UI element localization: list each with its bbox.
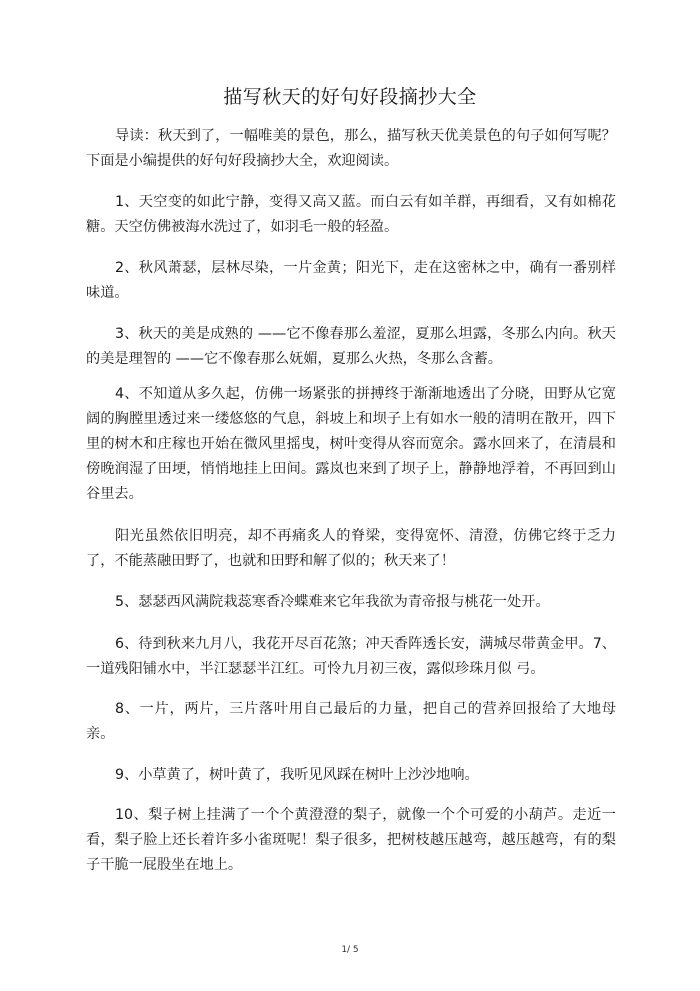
paragraph-2: 2、秋风萧瑟，层林尽染，一片金黄；阳光下，走在这密林之中，确有一番别样味道。	[86, 260, 616, 301]
paragraph-10: 10、梨子树上挂满了一个个黄澄澄的梨子，就像一个个可爱的小葫芦。走近一看，梨子脸上还长着许多小雀斑呢！梨子很多，把树枝越压越弯，越压越弯，有的梨子干脆一屁股坐在地上。	[86, 807, 616, 873]
paragraph-6-7: 6、待到秋来九月八，我花开尽百花煞；冲天香阵透长安，满城尽带黄金甲。7、一道残阳铺水中，半江瑟瑟半江红。可怜九月初三夜，露似珍珠月似 弓。	[86, 636, 616, 677]
page-number: 1/ 5	[341, 945, 359, 955]
paragraph-8: 8、一片，两片，三片落叶用自己最后的力量，把自己的营养回报给了大地母亲。	[86, 701, 616, 742]
paragraph-9: 9、小草黄了，树叶黄了，我听见风踩在树叶上沙沙地响。	[115, 767, 479, 783]
paragraph-1: 1、天空变的如此宁静，变得又高又蓝。而白云有如羊群，再细看，又有如棉花糖。天空仿佛被海水洗过了，如羽毛一般的轻盈。	[86, 194, 616, 235]
paragraph-5: 5、瑟瑟西风满院栽蕊寒香冷蝶难来它年我欲为青帝报与桃花一处开。	[115, 594, 550, 610]
document-title: 描写秋天的好句好段摘抄大全	[223, 86, 477, 108]
paragraph-4-continued: 阳光虽然依旧明亮，却不再痛炙人的脊梁，变得宽怀、清澄，仿佛它终于乏力了，不能蒸融田野了，也就和田野和解了似的；秋天来了！	[86, 528, 616, 569]
intro-paragraph: 导读：秋天到了，一幅唯美的景色，那么，描写秋天优美景色的句子如何写呢？下面是小编提供的好句好段摘抄大全，欢迎阅读。	[86, 128, 616, 169]
paragraph-4: 4、不知道从多久起，仿佛一场紧张的拼搏终于渐渐地透出了分晓，田野从它宽阔的胸膛里透过来一缕悠悠的气息，斜坡上和坝子上有如水一般的清明在散开，四下里的树木和庄稼也开始在微风里摇曳，树叶变得从容而宽余。露水回来了，在清晨和傍晚润湿了田埂，悄悄地挂上田间。露岚也来到了坝子上，静静地浮着，不再回到山谷里去。	[86, 386, 616, 502]
paragraph-3: 3、秋天的美是成熟的 ——它不像春那么羞涩，夏那么坦露，冬那么内向。秋天的美是理智的 ——它不像春那么妩媚，夏那么火热，冬那么含蓄。	[86, 326, 616, 367]
